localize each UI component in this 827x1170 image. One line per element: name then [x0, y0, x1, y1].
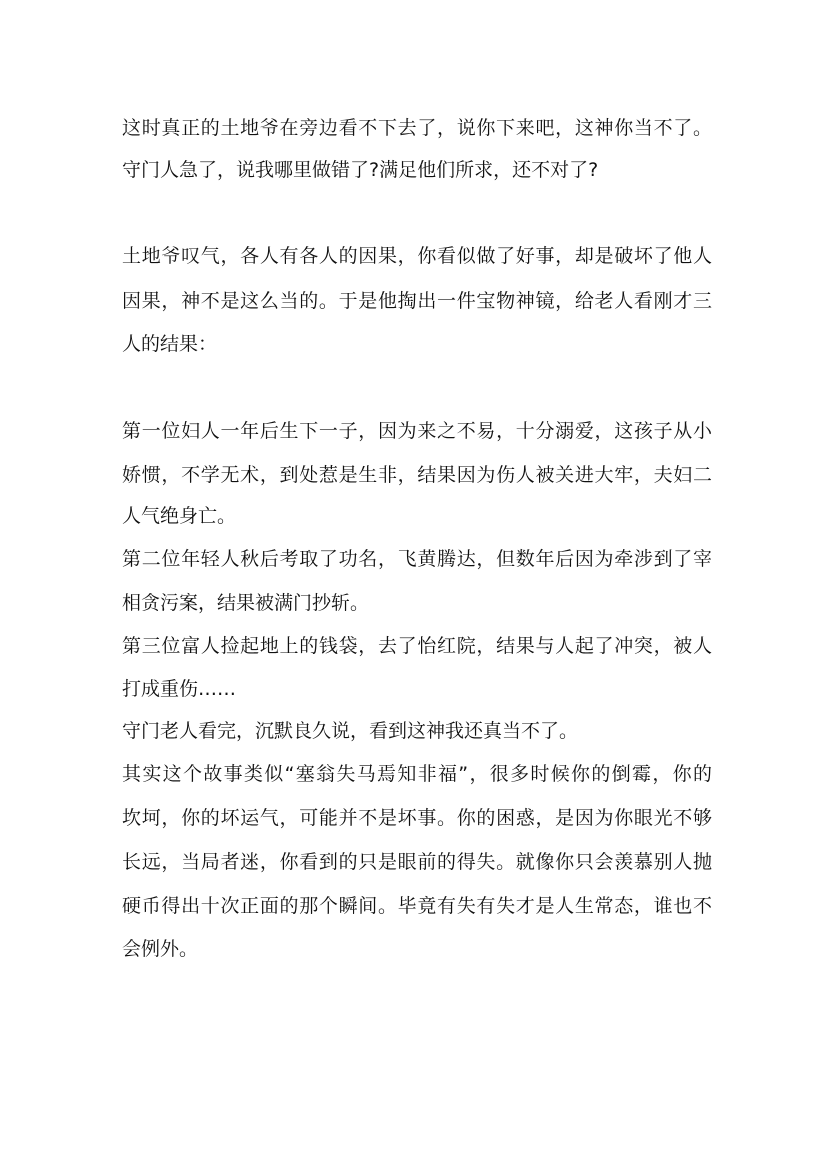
- text-line: 土地爷叹气，各人有各人的因果，你看似做了好事，却是破坏了他人: [122, 245, 712, 267]
- text-line: 长远，当局者迷，你看到的只是眼前的得失。就像你只会羡慕别人抛: [122, 851, 712, 873]
- text-line: 因果，神不是这么当的。于是他掏出一件宝物神镜，给老人看刚才三: [122, 290, 712, 312]
- text-line: 娇惯，不学无术，到处惹是生非，结果因为伤人被关进大牢，夫妇二: [122, 464, 712, 486]
- text-line: 这时真正的土地爷在旁边看不下去了，说你下来吧，这神你当不了。: [122, 117, 712, 139]
- text-line: 其实这个故事类似“塞翁失马焉知非福”，很多时候你的倒霉，你的: [122, 763, 712, 785]
- text-line: 打成重伤……: [122, 678, 237, 700]
- text-line: 第二位年轻人秋后考取了功名，飞黄腾达，但数年后因为牵涉到了宰: [122, 548, 712, 570]
- text-line: 会例外。: [122, 938, 199, 960]
- text-line: 人的结果：: [122, 333, 218, 355]
- text-line: 第一位妇人一年后生下一子，因为来之不易，十分溺爱，这孩子从小: [122, 420, 712, 442]
- text-line: 守门老人看完，沉默良久说，看到这神我还真当不了。: [122, 720, 579, 742]
- text-line: 硬币得出十次正面的那个瞬间。毕竟有失有失才是人生常态，谁也不: [122, 895, 712, 917]
- text-line: 相贪污案，结果被满门抄斩。: [122, 592, 370, 614]
- text-line: 人气绝身亡。: [122, 505, 237, 527]
- text-line: 守门人急了，说我哪里做错了?满足他们所求，还不对了?: [122, 159, 599, 181]
- text-line: 坎坷，你的坏运气，可能并不是坏事。你的困惑，是因为你眼光不够: [122, 807, 712, 829]
- text-line: 第三位富人捡起地上的钱袋，去了怡红院，结果与人起了冲突，被人: [122, 635, 712, 657]
